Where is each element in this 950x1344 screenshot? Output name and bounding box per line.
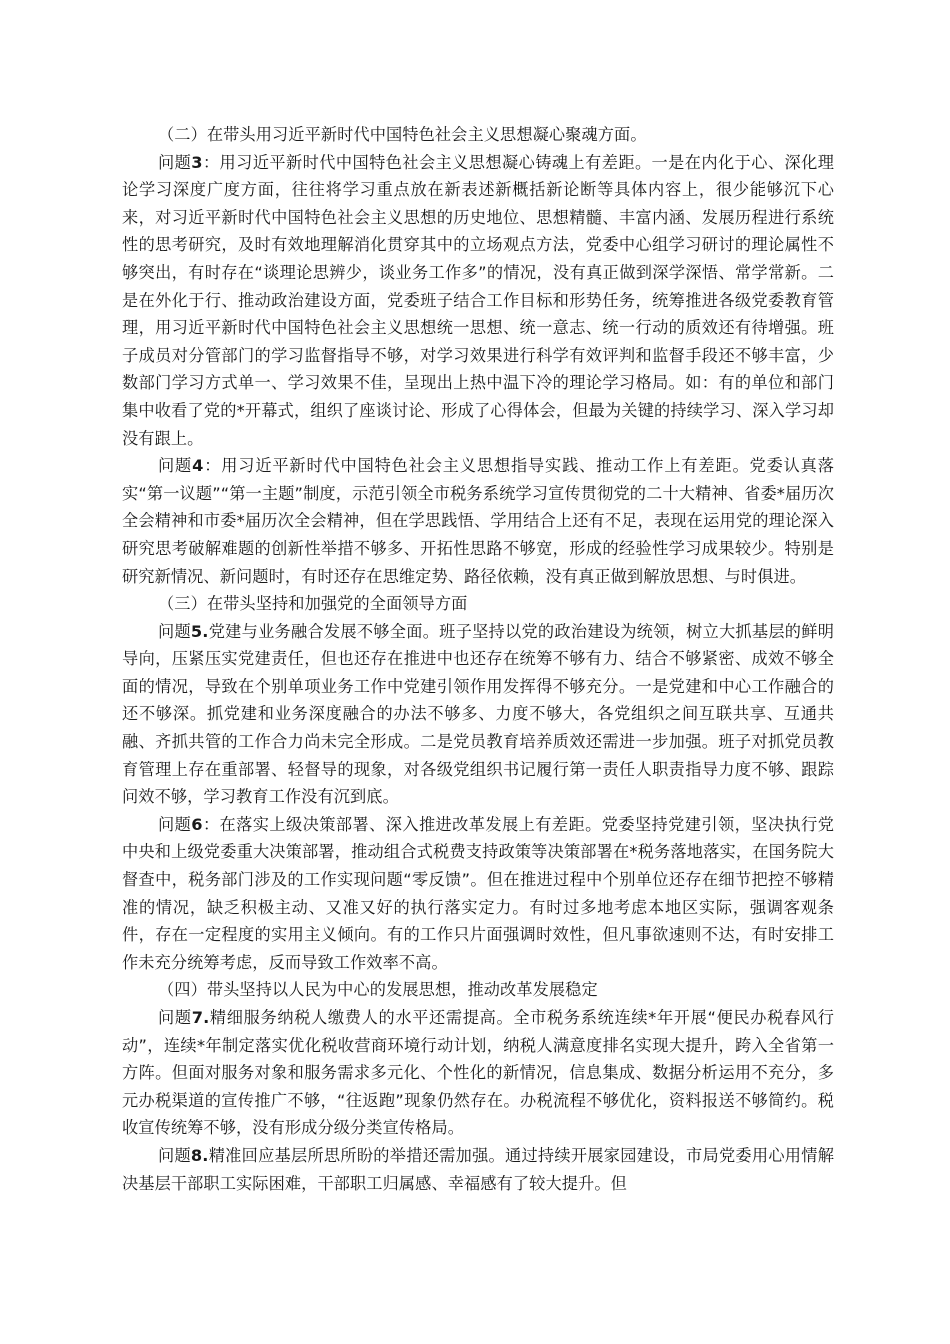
issue-paragraph-4 bbox=[122, 452, 834, 590]
issue-label: 问题 bbox=[158, 1008, 192, 1027]
heading-text: （三）在带头坚持和加强党的全面领导方面 bbox=[158, 594, 468, 614]
document-body bbox=[122, 121, 834, 1197]
issue-text: 精准回应基层所思所盼的举措还需加强。通过持续开展家园建设，市局党委用心用情解决基层干部职工实际困难，干部职工归属感、幸福感有了较大提升。但 bbox=[122, 1145, 834, 1193]
section-heading-3 bbox=[122, 590, 834, 618]
issue-label: 问题 bbox=[158, 621, 191, 641]
issue-text: 党建与业务融合发展不够全面。班子坚持以党的政治建设为统领，树立大抓基层的鲜明导向，压紧压实党建责任，但也还存在推进中也还存在统筹不够有力、结合不够紧密、成效不够全面的情况，导致在个别单项业务工作中党建引领作用发挥得不够充分。一是党建和中心工作融合的还不够深。抓党建和业务深度融合的办法不够多、力度不够大，各党组织之间互联共享、互通共融、齐抓共管的工作合力尚未完全形成。二是党员教育培养质效还需进一步加强。班子对抓党员教育管理上存在重部署、轻督导的现象，对各级党组织书记履行第一责任人职责指导力度不够、跟踪问效不够，学习教育工作没有沉到底。 bbox=[122, 621, 834, 807]
issue-number: 4 bbox=[192, 456, 204, 476]
issue-label: 问题 bbox=[158, 814, 192, 834]
issue-number: 7. bbox=[191, 1008, 210, 1027]
issue-label: 问题 bbox=[158, 456, 193, 476]
issue-text: ：用习近平新时代中国特色社会主义思想凝心铸魂上有差距。一是在内化于心、深化理论学习深度广度方面，往往将学习重点放在新表述新概括新论断等具体内容上，很少能够沉下心来，对习近平新时代中国特色社会主义思想的历史地位、思想精髓、丰富内涵、发展历程进行系统性的思考研究，及时有效地理解消化贯穿其中的立场观点方法，党委中心组学习研讨的理论属性不够突出，有时存在“谈理论思辨少，谈业务工作多”的情况，没有真正做到深学深悟、常学常新。二是在外化于行、推动政治建设方面，党委班子结合工作目标和形势任务，统筹推进各级党委教育管理，用习近平新时代中国特色社会主义思想统一思想、统一意志、统一行动的质效还有待增强。班子成员对分管部门的学习监督指导不够，对学习效果进行科学有效评判和监督手段还不够丰富，少数部门学习方式单一、学习效果不佳，呈现出上热中温下冷的理论学习格局。如：有的单位和部门集中收看了党的*开幕式，组织了座谈讨论、形成了心得体会，但最为关键的持续学习、深入学习却没有跟上。 bbox=[122, 152, 834, 448]
issue-paragraph-7 bbox=[122, 1004, 834, 1142]
section-heading-4 bbox=[122, 976, 834, 1004]
issue-paragraph-5 bbox=[122, 618, 834, 811]
issue-paragraph-8 bbox=[122, 1142, 834, 1197]
issue-text: 精细服务纳税人缴费人的水平还需提高。全市税务系统连续*年开展“便民办税春风行动”，连续*年制定落实优化税收营商环境行动计划，纳税人满意度排名实现大提升，跨入全省第一方阵。但面对服务对象和服务需求多元化、个性化的新情况，信息集成、数据分析运用不充分，多元办税渠道的宣传推广不够，“往返跑”现象仍然存在。办税流程不够优化，资料报送不够简约。税收宣传统筹不够，没有形成分级分类宣传格局。 bbox=[122, 1008, 834, 1138]
issue-text: ：用习近平新时代中国特色社会主义思想指导实践、推动工作上有差距。党委认真落实“第一议题”“第一主题”制度，示范引领全市税务系统学习宣传贯彻党的二十大精神、省委*届历次全会精神和市委*届历次全会精神，但在学思践悟、学用结合上还有不足，表现在运用党的理论深入研究思考破解难题的创新性举措不够多、开拓性思路不够宽，形成的经验性学习成果较少。特别是研究新情况、新问题时，有时还存在思维定势、路径依赖，没有真正做到解放思想、与时俱进。 bbox=[122, 456, 835, 586]
issue-text: ：在落实上级决策部署、深入推进改革发展上有差距。党委坚持党建引领，坚决执行党中央和上级党委重大决策部署，推动组合式税费支持政策等决策部署在*税务落地落实，在国务院大督查中，税务部门涉及的工作实现问题“零反馈”。但在推进过程中个别单位还存在细节把控不够精准的情况，缺乏积极主动、又准又好的执行落实定力。有时过多地考虑本地区实际，强调客观条件，存在一定程度的实用主义倾向。有的工作只片面强调时效性，但凡事欲速则不达，有时安排工作未充分统筹考虑，反而导致工作效率不高。 bbox=[122, 814, 834, 972]
issue-paragraph-6 bbox=[122, 811, 834, 977]
issue-paragraph-3 bbox=[122, 149, 834, 453]
heading-text: （二）在带头用习近平新时代中国特色社会主义思想凝心聚魂方面。 bbox=[158, 125, 647, 144]
issue-number: 8. bbox=[190, 1145, 209, 1165]
issue-number: 3 bbox=[191, 152, 203, 172]
issue-number: 5. bbox=[190, 621, 209, 641]
section-heading-2 bbox=[122, 121, 834, 149]
heading-text: （四）带头坚持以人民为中心的发展思想，推动改革发展稳定 bbox=[158, 980, 598, 1000]
issue-label: 问题 bbox=[158, 152, 192, 172]
issue-number: 6 bbox=[191, 814, 203, 834]
issue-label: 问题 bbox=[158, 1145, 191, 1165]
